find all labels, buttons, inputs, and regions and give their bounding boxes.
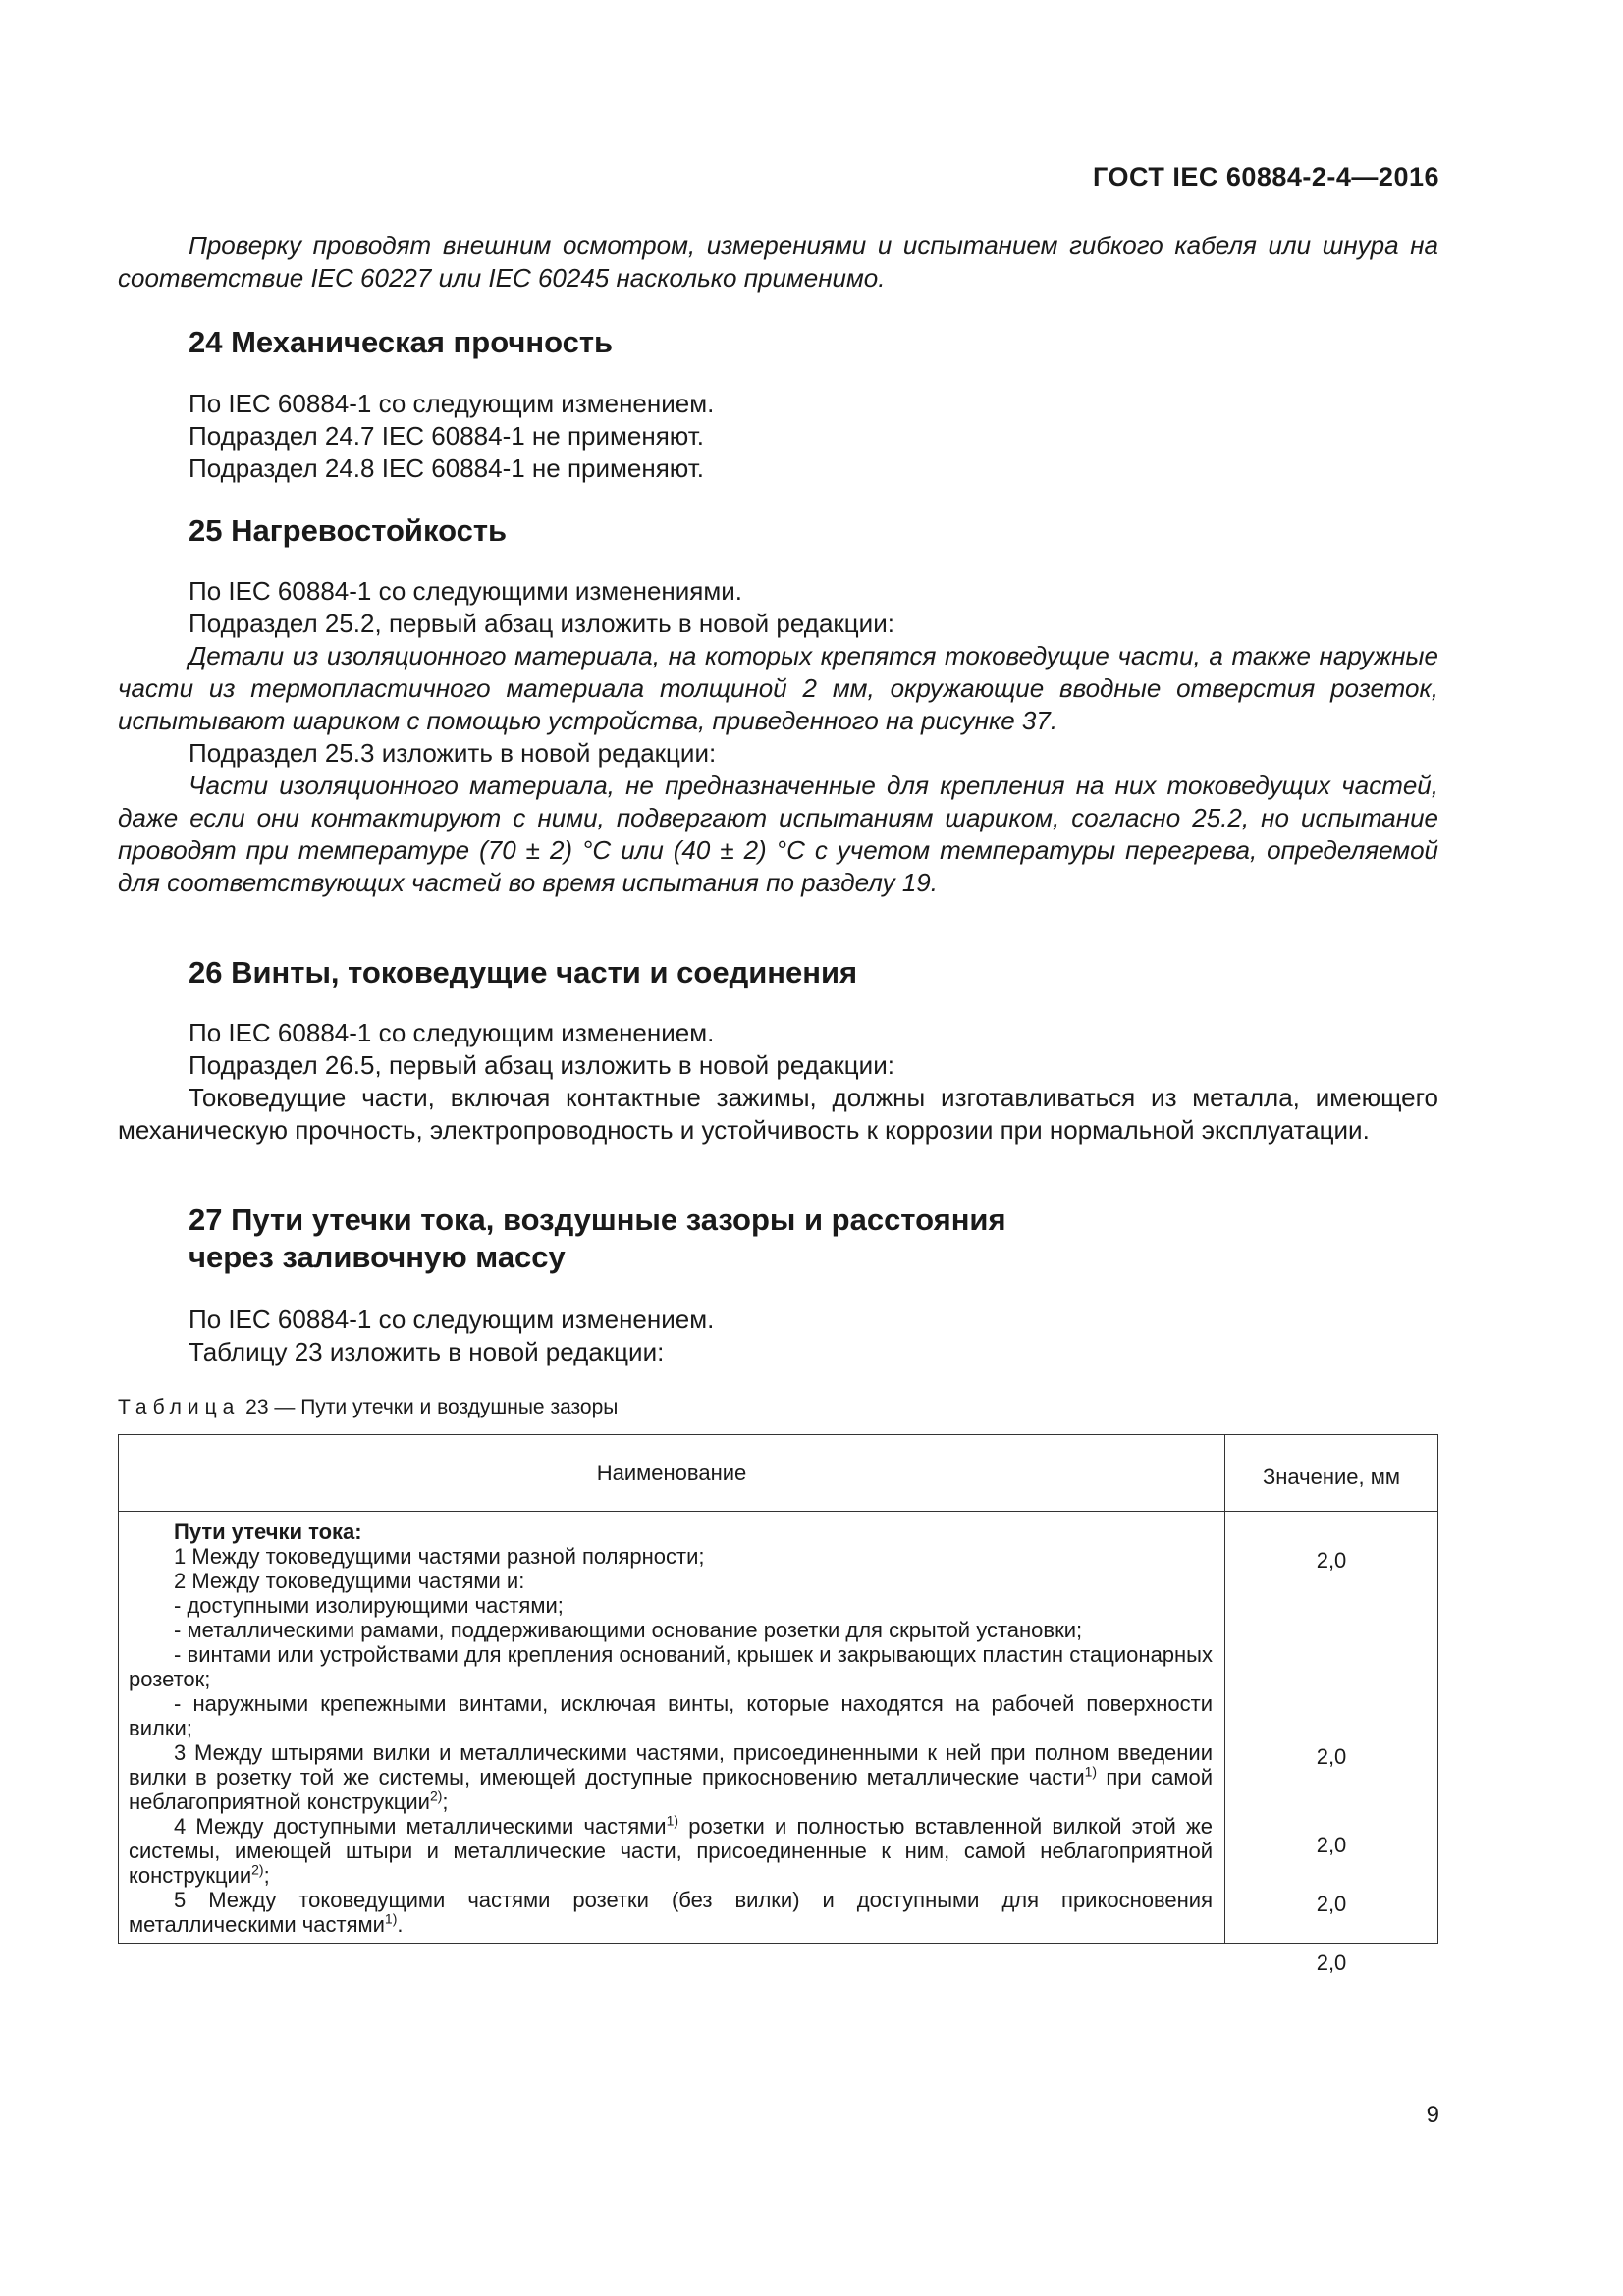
col-header-name: Наименование [119, 1435, 1225, 1512]
s27-p1: По IEC 60884-1 со следующим изменением. [189, 1305, 715, 1334]
table-caption [118, 1394, 1438, 1420]
table-header-row [119, 1435, 1438, 1512]
footnote-1-ref: 1) [384, 1910, 398, 1927]
standard-designation: ГОСТ IEC 60884-2-4—2016 [1093, 162, 1439, 191]
s25-p5: Части изоляционного материала, не предназначенные для крепления на них токоведущих частей, даже если они контактируют с ними, подвергают испытаниям шариком, согласно 25.2, но испытание проводят при температуре (70 ± 2) °С или (40 ± 2) °С с учетом температуры перегрева, определяемой для соответствующих частей во время испытания по разделу 19. [118, 771, 1438, 897]
row-5 [129, 1888, 1213, 1937]
col-header-value: Значение, мм [1225, 1435, 1438, 1512]
row-4 [129, 1814, 1213, 1888]
value-row-4: 2,0 [1316, 1892, 1347, 1916]
s27-heading-line1: 27 Пути утечки тока, воздушные зазоры и расстояния [189, 1202, 1006, 1237]
row-3-text-b: при самой неблагоприятной конструкции [129, 1765, 1213, 1814]
table-23 [118, 1434, 1438, 1975]
page-number: 9 [1426, 2102, 1439, 2128]
s26-p2: Подраздел 26.5, первый абзац изложить в новой редакции: [189, 1050, 894, 1080]
s27-heading-line2: через заливочную массу [189, 1240, 566, 1274]
s24-p3: Подраздел 24.8 IEC 60884-1 не применяют. [189, 454, 704, 483]
footnote-2-ref: 2) [429, 1788, 443, 1804]
s24-p1: По IEC 60884-1 со следующим изменением. [189, 389, 715, 418]
footnote-2-ref: 2) [251, 1861, 264, 1878]
s27-p2: Таблицу 23 изложить в новой редакции: [189, 1337, 665, 1366]
row-2b: - металлическими рамами, поддерживающими основание розетки для скрытой установки; [174, 1618, 1083, 1642]
value-row-3: 2,0 [1316, 1833, 1347, 1857]
row-2: 2 Между токоведущими частями и: [174, 1569, 525, 1593]
value-row-2: 2,0 [1316, 1744, 1347, 1769]
table-cell-values [1225, 1512, 1438, 1975]
table-cell-names [119, 1512, 1225, 1944]
row-2d: - наружными крепежными винтами, исключая винты, которые находятся на рабочей поверхности вилки; [129, 1691, 1213, 1740]
s26-p3: Токоведущие части, включая контактные зажимы, должны изготавливаться из металла, имеющего механическую прочность, электропроводность и устойчивость к коррозии при нормальной эксплуатации. [118, 1083, 1438, 1145]
page-content [118, 230, 1438, 1975]
row-2c: - винтами или устройствами для крепления оснований, крышек и закрывающих пластин стационарных розеток; [129, 1642, 1213, 1691]
row-3 [129, 1740, 1213, 1814]
footnote-1-ref: 1) [666, 1812, 679, 1829]
footnote-1-ref: 1) [1084, 1763, 1098, 1780]
s25-p1: По IEC 60884-1 со следующими изменениями. [189, 576, 743, 606]
row-2a: - доступными изолирующими частями; [174, 1593, 564, 1618]
s26-p1: По IEC 60884-1 со следующим изменением. [189, 1018, 715, 1047]
row-3-text-a: 3 Между штырями вилки и металлическими частями, присоединенными к ней при полном введении вилки в розетку той же системы, имеющей доступные прикосновению металлические части [129, 1740, 1213, 1789]
row-3-end: ; [442, 1789, 449, 1814]
row-5-text-a: 5 Между токоведущими частями розетки (без вилки) и доступными для прикосновения металлическими частями [129, 1888, 1213, 1937]
value-row-1: 2,0 [1316, 1548, 1347, 1573]
s25-p4: Подраздел 25.3 изложить в новой редакции: [189, 738, 717, 768]
value-row-5: 2,0 [1316, 1950, 1347, 1975]
section-26-heading: 26 Винты, токоведущие части и соединения [189, 955, 858, 989]
section-27-heading [118, 1201, 1438, 1276]
row-4-text-a: 4 Между доступными металлическими частями [174, 1814, 667, 1839]
s24-p2: Подраздел 24.7 IEC 60884-1 не применяют. [189, 421, 704, 451]
table-body-row [119, 1512, 1438, 1944]
row-5-end: . [397, 1912, 404, 1937]
section-24-heading: 24 Механическая прочность [189, 325, 614, 359]
table-caption-text: 23 — Пути утечки и воздушные зазоры [240, 1396, 619, 1418]
table-title: Пути утечки тока: [174, 1520, 362, 1544]
table-caption-label: Таблица [118, 1396, 241, 1418]
row-4-text-b: розетки и полностью вставленной вилкой этой же системы, имеющей штыри и металлические части, присоединенные к ним, самой неблагоприятной конструкции [129, 1814, 1213, 1888]
row-1: 1 Между токоведущими частями разной полярности; [174, 1544, 705, 1569]
section-25-heading: 25 Нагревостойкость [189, 513, 508, 548]
row-4-end: ; [263, 1863, 270, 1888]
s25-p2: Подраздел 25.2, первый абзац изложить в новой редакции: [189, 609, 894, 638]
intro-paragraph: Проверку проводят внешним осмотром, измерениями и испытанием гибкого кабеля или шнура на соответствие IEC 60227 или IEC 60245 насколько применимо. [118, 231, 1438, 293]
s25-p3: Детали из изоляционного материала, на которых крепятся токоведущие части, а также наружные части из термопластичного материала толщиной 2 мм, окружающие вводные отверстия розеток, испытывают шариком с помощью устройства, приведенного на рисунке 37. [118, 641, 1438, 735]
